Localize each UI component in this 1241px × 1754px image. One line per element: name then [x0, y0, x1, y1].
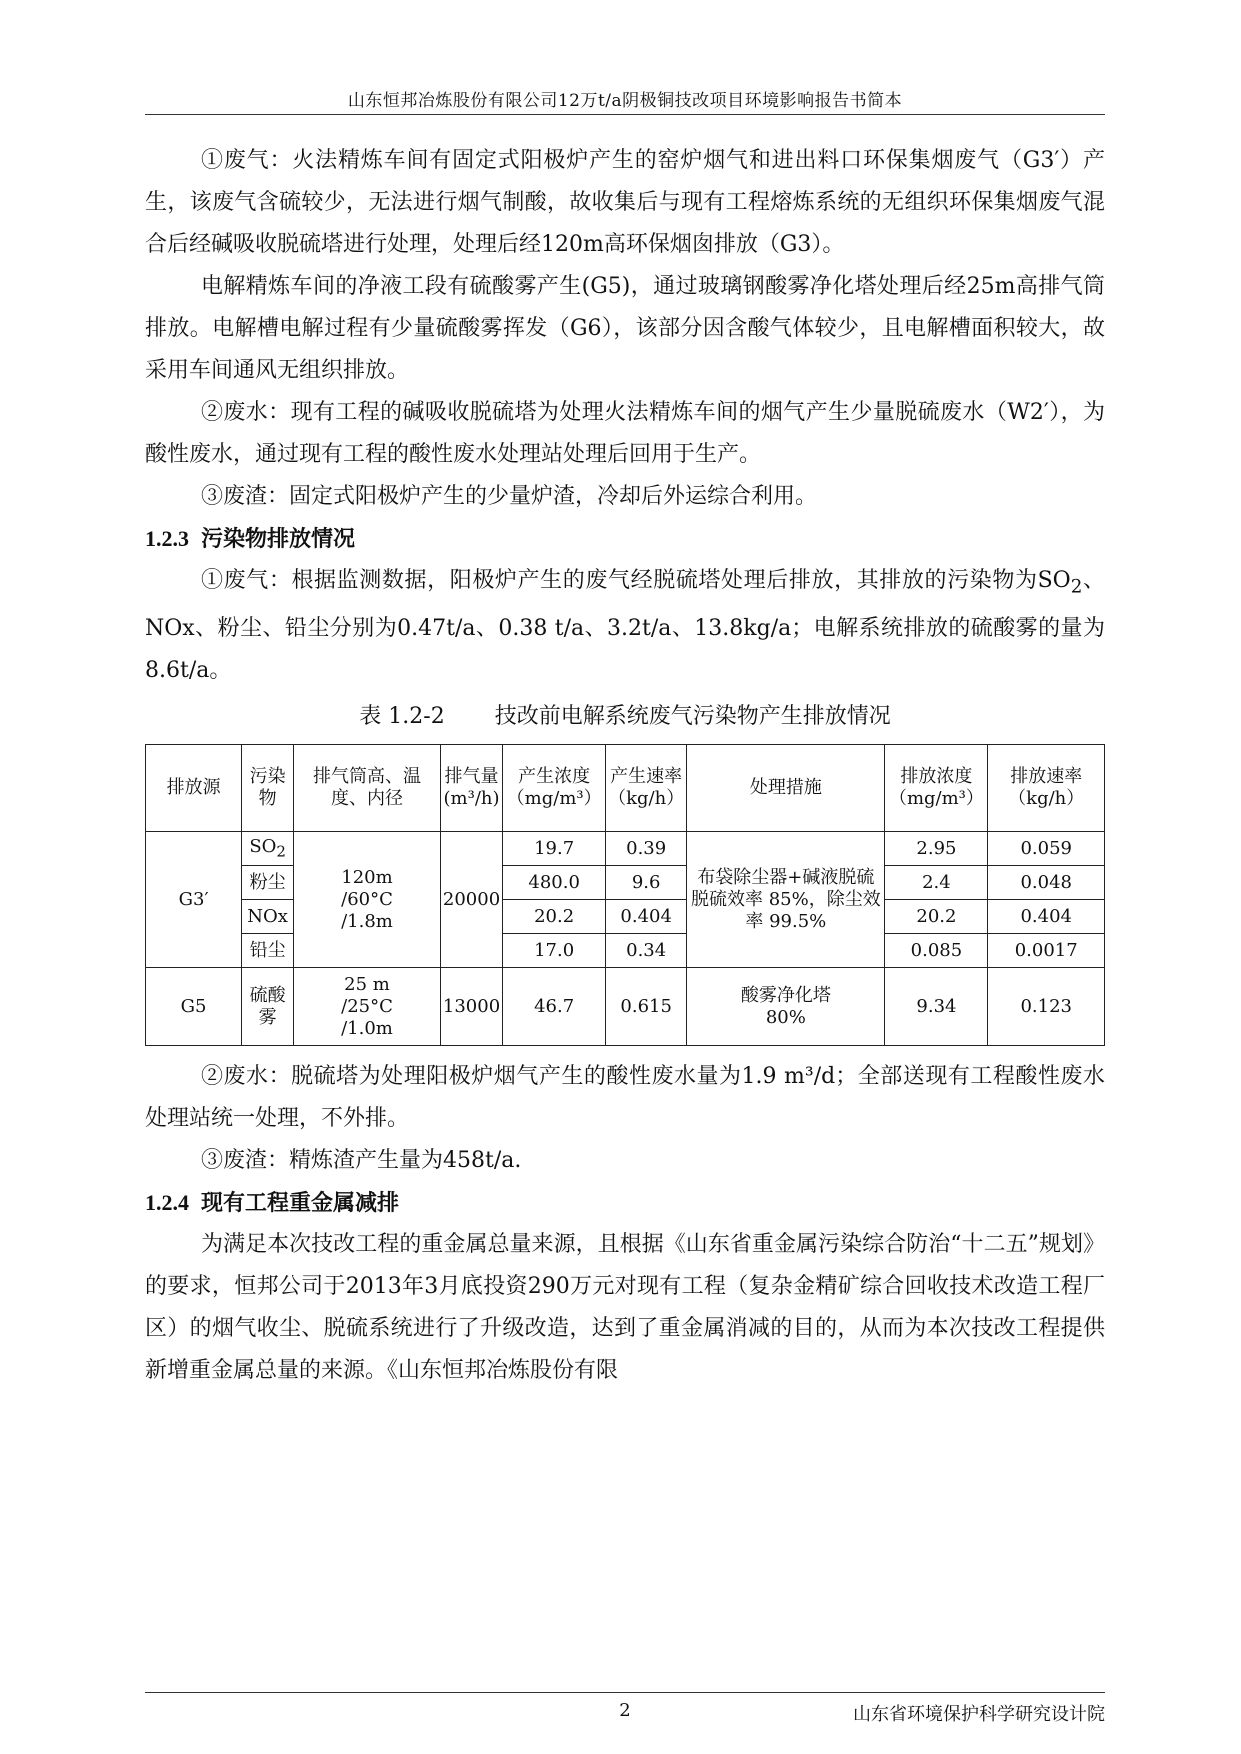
emit-conc-cell: 2.95 — [885, 832, 988, 866]
gen-conc-cell: 20.2 — [503, 900, 606, 934]
header-cell: 排放浓度（mg/m³） — [885, 745, 988, 832]
flow-cell: 13000 — [440, 968, 502, 1046]
gen-conc-cell: 480.0 — [503, 866, 606, 900]
paragraph-waste-gas: ①废气：火法精炼车间有固定式阳极炉产生的窑炉烟气和进出料口环保集烟废气（G3′）产生，该废气含硫较少，无法进行烟气制酸，故收集后与现有工程熔炼系统的无组织环保集烟废气混合后经碱吸收脱硫塔进行处理，处理后经120m高环保烟囱排放（G3）。 — [145, 148, 1105, 257]
header-cell: 排放速率（kg/h） — [988, 745, 1105, 832]
flow-cell: 20000 — [440, 832, 502, 968]
pollutant-cell: NOx — [242, 900, 294, 934]
paragraph-emission-slag: ③废渣：精炼渣产生量为458t/a. — [201, 1148, 522, 1174]
stack-cell: 120m /60°C /1.8m — [294, 832, 441, 968]
page-number: 2 — [619, 1700, 631, 1721]
emit-rate-cell: 0.404 — [988, 900, 1105, 934]
table-header-row — [146, 745, 1105, 832]
footer-organization: 山东省环境保护科学研究设计院 — [853, 1704, 1105, 1725]
treatment-cell: 布袋除尘器+碱液脱硫 脱硫效率 85%，除尘效率 99.5% — [687, 832, 885, 968]
footer-divider — [145, 1692, 1105, 1693]
header-cell: 污染物 — [242, 745, 294, 832]
text-run: ①废气：根据监测数据，阳极炉产生的废气经脱硫塔处理后排放，其排放的污染物为SO — [201, 568, 1071, 593]
gen-rate-cell: 0.404 — [606, 900, 687, 934]
gen-conc-cell: 19.7 — [503, 832, 606, 866]
paragraph-waste-slag: ③废渣：固定式阳极炉产生的少量炉渣，冷却后外运综合利用。 — [201, 484, 818, 509]
document-body — [145, 140, 1105, 1392]
pollutant-cell: 硫酸雾 — [242, 968, 294, 1046]
gen-conc-cell: 46.7 — [503, 968, 606, 1046]
emit-rate-cell: 0.048 — [988, 866, 1105, 900]
emit-rate-cell: 0.059 — [988, 832, 1105, 866]
emit-conc-cell: 2.4 — [885, 866, 988, 900]
emit-conc-cell: 0.085 — [885, 934, 988, 968]
header-cell: 排气筒高、温度、内径 — [294, 745, 441, 832]
table-caption — [145, 696, 1105, 738]
header-divider — [145, 114, 1105, 115]
pollutant-cell: 粉尘 — [242, 866, 294, 900]
gen-rate-cell: 0.615 — [606, 968, 687, 1046]
header-cell: 产生浓度（mg/m³） — [503, 745, 606, 832]
header-cell: 产生速率（kg/h） — [606, 745, 687, 832]
emit-rate-cell: 0.0017 — [988, 934, 1105, 968]
header-cell: 排放源 — [146, 745, 242, 832]
table-row — [146, 968, 1105, 1046]
gen-conc-cell: 17.0 — [503, 934, 606, 968]
gen-rate-cell: 0.39 — [606, 832, 687, 866]
emit-conc-cell: 9.34 — [885, 968, 988, 1046]
section-heading-1-2-3 — [145, 518, 1105, 560]
table-title: 技改前电解系统废气污染物产生排放情况 — [494, 704, 891, 730]
table-row — [146, 900, 1105, 934]
emit-rate-cell: 0.123 — [988, 968, 1105, 1046]
subscript: 2 — [1070, 576, 1083, 598]
section-heading-1-2-4 — [145, 1182, 1105, 1224]
paragraph-electrolysis: 电解精炼车间的净液工段有硫酸雾产生(G5)，通过玻璃钢酸雾净化塔处理后经25m高排气筒排放。电解槽电解过程有少量硫酸雾挥发（G6），该部分因含酸气体较少，且电解槽面积较大，故采用车间通风无组织排放。 — [145, 274, 1105, 383]
paragraph-heavy-metal: 为满足本次技改工程的重金属总量来源，且根据《山东省重金属污染综合防治“十二五”规划》的要求，恒邦公司于2013年3月底投资290万元对现有工程（复杂金精矿综合回收技术改造工程厂区）的烟气收尘、脱硫系统进行了升级改造，达到了重金属消减的目的，从而为本次技改工程提供新增重金属总量的来源。《山东恒邦冶炼股份有限 — [145, 1232, 1105, 1384]
table-row — [146, 866, 1105, 900]
paragraph-waste-water: ②废水：现有工程的碱吸收脱硫塔为处理火法精炼车间的烟气产生少量脱硫废水（W2′），为酸性废水，通过现有工程的酸性废水处理站处理后回用于生产。 — [145, 400, 1105, 467]
section-number: 1.2.3 — [145, 526, 189, 551]
emit-conc-cell: 20.2 — [885, 900, 988, 934]
treatment-cell: 酸雾净化塔 80% — [687, 968, 885, 1046]
gen-rate-cell: 9.6 — [606, 866, 687, 900]
text-run: 、NOx、粉尘、铅尘分别为0.47t/a、0.38 t/a、3.2t/a、13.8kg/a；电解系统排放的硫酸雾的量为8.6t/a。 — [145, 568, 1105, 684]
section-number: 1.2.4 — [145, 1190, 189, 1216]
section-title: 污染物排放情况 — [201, 526, 356, 552]
header-cell: 排气量(m³/h) — [440, 745, 502, 832]
paragraph-emission-water: ②废水：脱硫塔为处理阳极炉烟气产生的酸性废水量为1.9 m³/d；全部送现有工程酸性废水处理站统一处理，不外排。 — [145, 1064, 1105, 1132]
stack-cell: 25 m /25°C /1.0m — [294, 968, 441, 1046]
gen-rate-cell: 0.34 — [606, 934, 687, 968]
page-header: 山东恒邦冶炼股份有限公司12万t/a阴极铜技改项目环境影响报告书简本 — [347, 91, 903, 111]
source-cell: G3′ — [146, 832, 242, 968]
table-row — [146, 934, 1105, 968]
pollutant-cell: $SO_2$ — [242, 832, 294, 866]
table-number: 表 1.2-2 — [359, 704, 445, 730]
emission-table — [145, 744, 1105, 1046]
section-title: 现有工程重金属减排 — [201, 1190, 400, 1217]
pollutant-cell: 铅尘 — [242, 934, 294, 968]
paragraph-emission-gas — [145, 560, 1105, 692]
header-cell: 处理措施 — [687, 745, 885, 832]
table-row — [146, 832, 1105, 866]
source-cell: G5 — [146, 968, 242, 1046]
